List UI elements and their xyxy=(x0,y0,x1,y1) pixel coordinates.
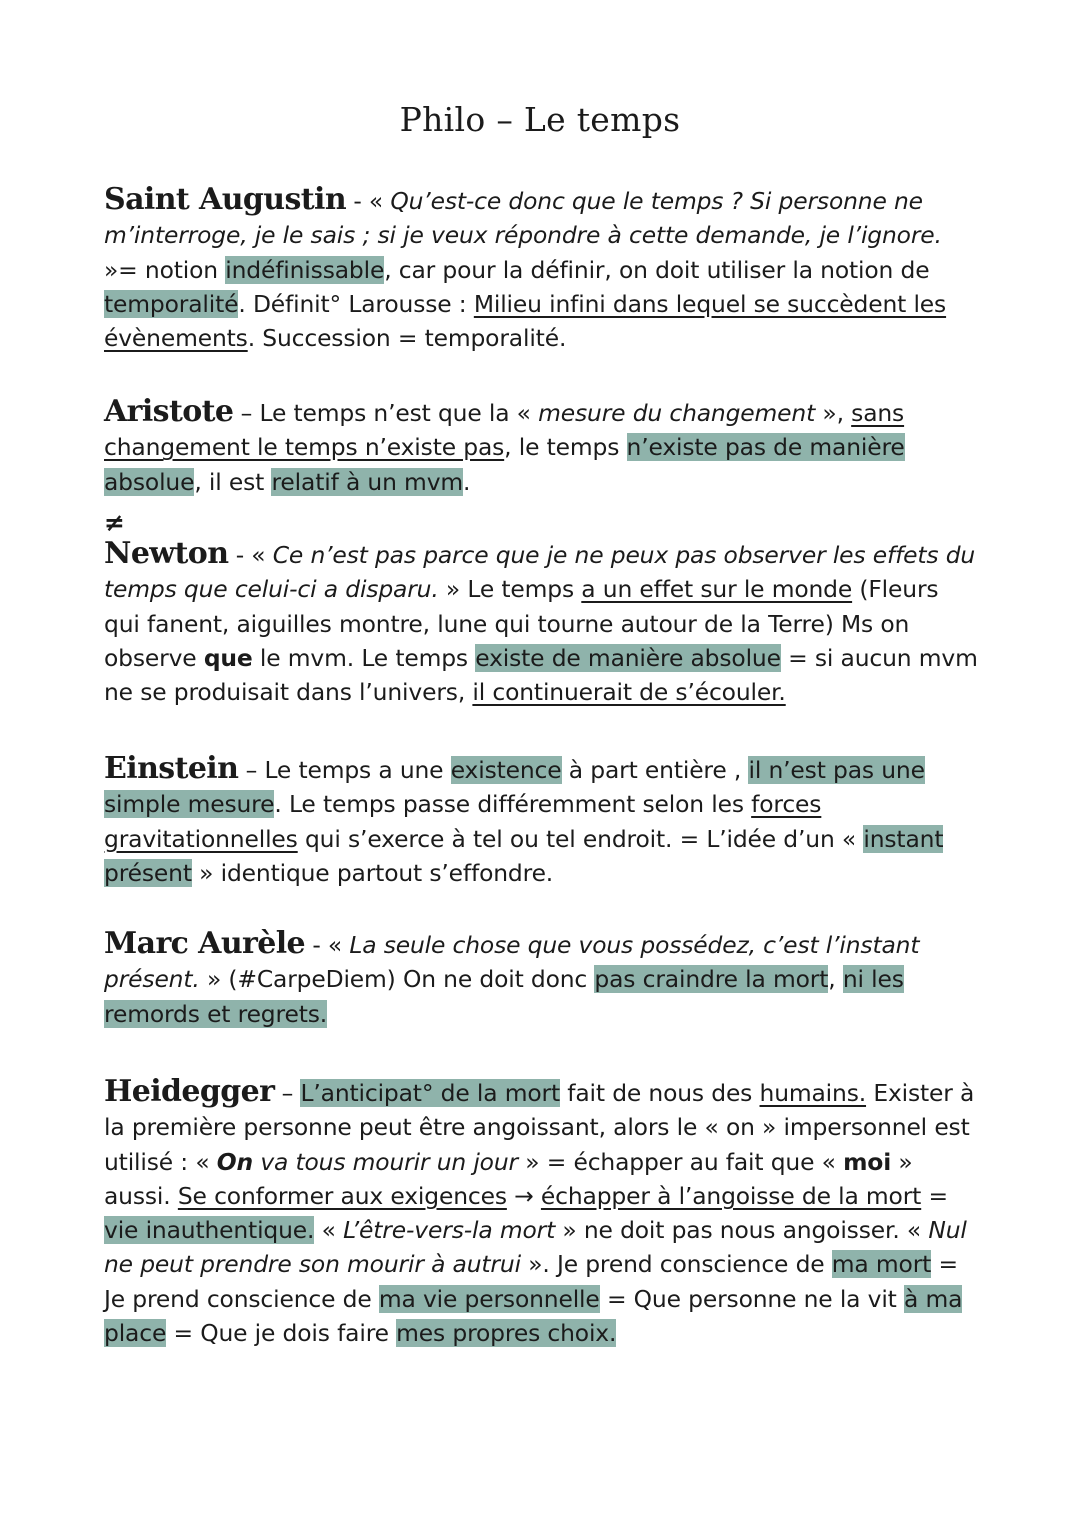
highlighted-text: indéfinissable xyxy=(225,255,385,284)
quote-text: mesure du changement xyxy=(538,399,816,427)
underlined-text: sans changement le temps n’existe pas xyxy=(104,399,905,462)
highlighted-text: instant présent xyxy=(104,824,944,887)
body-text: = Que personne ne la vit xyxy=(599,1284,904,1313)
highlighted-text: vie inauthentique. xyxy=(104,1216,315,1245)
body-text: . Succession = temporalité. xyxy=(247,324,567,353)
body-text: , xyxy=(828,965,843,994)
body-text: - « xyxy=(305,931,350,959)
highlighted-text: relatif à un mvm xyxy=(271,467,464,496)
body-text: = Que je dois faire xyxy=(166,1319,397,1348)
philosopher-name: Newton xyxy=(104,536,229,571)
body-text: . xyxy=(463,467,471,496)
body-text: » aussi. xyxy=(104,1147,913,1210)
section-einstein xyxy=(104,752,979,890)
body-text: » = échapper au fait que « xyxy=(517,1147,844,1176)
body-text: ». Je prend conscience de xyxy=(520,1250,832,1279)
underlined-text: a un effet sur le monde xyxy=(581,575,853,604)
bold-text: que xyxy=(203,643,253,672)
body-text: = si aucun mvm ne se produisait dans l’univers, xyxy=(104,643,978,707)
highlighted-text: à ma place xyxy=(104,1284,963,1348)
underlined-text: Milieu infini dans lequel se succèdent les évènements xyxy=(104,289,947,353)
body-text: qui s’exerce à tel ou tel endroit. = L’idée d’un « xyxy=(297,824,864,853)
highlighted-text: pas craindre la mort xyxy=(594,965,829,994)
highlighted-text: ni les remords et regrets. xyxy=(104,965,904,1028)
body-text: = Je prend conscience de xyxy=(104,1250,958,1313)
not-equal-symbol: ≠ xyxy=(104,508,125,537)
bold-text: On xyxy=(216,1147,254,1176)
body-text: (Fleurs qui fanent, aiguilles montre, lune qui tourne autour de la Terre) Ms on observe xyxy=(104,575,939,672)
body-text: . Le temps passe différemment selon les xyxy=(274,790,752,819)
philosopher-name: Heidegger xyxy=(104,1074,275,1109)
quote-text: La seule chose que vous possédez, c’est l’instant présent. xyxy=(104,931,920,994)
body-text: , le temps xyxy=(504,433,627,462)
body-text: - « xyxy=(228,541,273,569)
underlined-text: Se conformer aux exigences xyxy=(177,1181,507,1210)
body-text: . Définit° Larousse : xyxy=(238,289,474,318)
section-body xyxy=(104,1079,974,1347)
body-text: = xyxy=(921,1181,948,1210)
body-text: fait de nous des xyxy=(559,1079,760,1107)
body-text: »= notion xyxy=(104,255,226,284)
highlighted-text: mes propres choix. xyxy=(396,1319,617,1348)
page-title: Philo – Le temps xyxy=(399,100,681,139)
section-heidegger xyxy=(104,1075,979,1350)
quote-text: Nul ne peut prendre son mourir à autrui xyxy=(104,1216,967,1279)
quote-text: Qu’est-ce donc que le temps ? Si personne ne m’interroge, je le sais ; si je veux répondre à cette demande, je l’ignore. xyxy=(104,187,942,250)
highlighted-text: existe de manière absolue xyxy=(475,643,781,672)
philosopher-name: Aristote xyxy=(104,394,234,429)
section-saint-augustin xyxy=(104,183,979,355)
body-text: « xyxy=(314,1216,344,1245)
section-marc-aurele xyxy=(104,927,979,1031)
quote-text: Ce n’est pas parce que je ne peux pas observer les effets du temps que celui-ci a disparu. xyxy=(104,541,976,604)
philosopher-name: Marc Aurèle xyxy=(104,926,306,961)
body-text: » Le temps xyxy=(438,575,582,604)
body-text: », xyxy=(815,399,852,427)
bold-text: moi xyxy=(843,1147,892,1176)
body-text: » identique partout s’effondre. xyxy=(191,858,554,887)
body-text: – Le temps a une xyxy=(238,756,451,784)
highlighted-text: existence xyxy=(450,756,562,784)
body-text: - « xyxy=(346,187,391,215)
body-text: à part entière , xyxy=(561,756,749,784)
highlighted-text: il n’est pas une simple mesure xyxy=(104,756,925,819)
body-text: – Le temps n’est que la « xyxy=(233,399,539,427)
highlighted-text: L’anticipat° de la mort xyxy=(300,1079,560,1107)
body-text: → xyxy=(506,1181,541,1210)
philosopher-name: Einstein xyxy=(104,751,239,786)
body-text: , il est xyxy=(194,467,272,496)
body-text: » (#CarpeDiem) On ne doit donc xyxy=(199,965,595,994)
body-text: » ne doit pas nous angoisser. « xyxy=(555,1216,929,1245)
body-text: le mvm. Le temps xyxy=(252,643,476,672)
highlighted-text: ma vie personnelle xyxy=(378,1284,600,1313)
body-text: – xyxy=(274,1079,301,1107)
section-body xyxy=(104,541,978,706)
underlined-text: échapper à l’angoisse de la mort xyxy=(540,1181,922,1210)
underlined-text: humains. xyxy=(759,1079,867,1107)
section-aristote xyxy=(104,395,979,499)
body-text: Exister à la première personne peut être angoissant, alors le « on » impersonnel est utilisé : « xyxy=(104,1079,975,1176)
body-text: , car pour la définir, on doit utiliser la notion de xyxy=(384,255,930,284)
quote-text: va tous mourir un jour xyxy=(253,1147,518,1176)
underlined-text: il continuerait de s’écouler. xyxy=(472,678,786,707)
highlighted-text: ma mort xyxy=(831,1250,932,1279)
section-newton xyxy=(104,537,979,709)
philosopher-name: Saint Augustin xyxy=(104,182,347,217)
highlighted-text: temporalité xyxy=(104,289,239,318)
underlined-text: forces gravitationnelles xyxy=(104,790,822,853)
quote-text: L’être-vers-la mort xyxy=(343,1216,556,1245)
highlighted-text: n’existe pas de manière absolue xyxy=(104,433,905,496)
